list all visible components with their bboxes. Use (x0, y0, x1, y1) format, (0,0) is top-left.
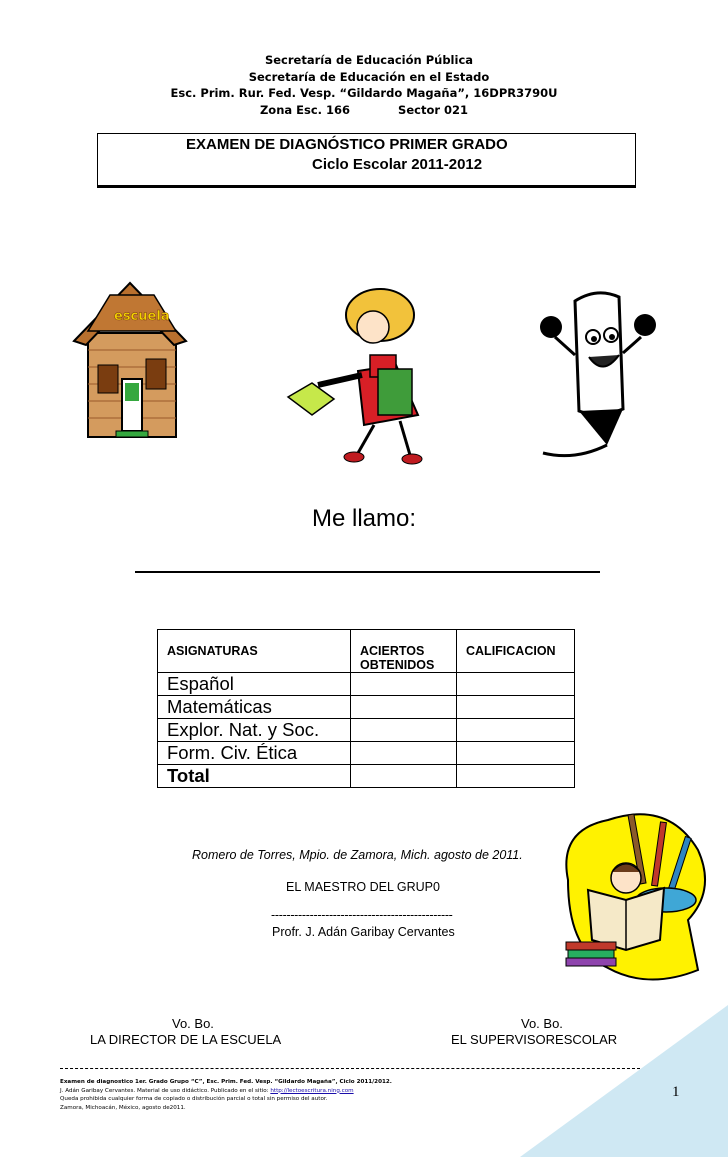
zona-text: Zona Esc. 166 (259, 102, 351, 117)
subject-total: Total (158, 765, 351, 788)
table-row (158, 696, 575, 719)
subject-matematicas: Matemáticas (158, 696, 351, 719)
calificacion-cell[interactable] (457, 719, 575, 742)
subject-formacion: Form. Civ. Ética (158, 742, 351, 765)
director-vobo: Vo. Bo. (172, 1016, 214, 1031)
aciertos-cell[interactable] (351, 719, 457, 742)
footer-line-1: Examen de diagnostico 1er. Grado Grupo “C”, Esc. Prim. Fed. Vesp. “Gildardo Magaña”, Ciclo 2011/2012. (60, 1079, 392, 1085)
girl-student-icon (278, 285, 453, 467)
exam-cycle: Ciclo Escolar 2011-2012 (312, 156, 483, 173)
header-line-1: Secretaría de Educación Pública (264, 53, 474, 67)
director-label: LA DIRECTOR DE LA ESCUELA (90, 1032, 282, 1047)
header-asignaturas: ASIGNATURAS (158, 630, 351, 673)
maestro-label: EL MAESTRO DEL GRUP0 (286, 880, 440, 894)
header-line-3: Esc. Prim. Rur. Fed. Vesp. “Gildardo Magaña”, 16DPR3790U (170, 86, 558, 100)
aciertos-cell[interactable] (351, 742, 457, 765)
sector-text: Sector 021 (398, 102, 469, 117)
table-row (158, 719, 575, 742)
calificacion-cell[interactable] (457, 696, 575, 719)
place-date: Romero de Torres, Mpio. de Zamora, Mich. agosto de 2011. (192, 848, 523, 862)
header-calificacion: CALIFICACION (457, 630, 575, 673)
table-row (158, 742, 575, 765)
footer (60, 1078, 392, 1112)
footer-divider (60, 1068, 640, 1069)
school-header (0, 52, 728, 118)
subject-espanol: Español (158, 673, 351, 696)
subject-exploracion: Explor. Nat. y Soc. (158, 719, 351, 742)
aciertos-cell[interactable] (351, 696, 457, 719)
supervisor-vobo: Vo. Bo. (521, 1016, 563, 1031)
school-house-icon (70, 275, 190, 445)
header-line-4 (0, 102, 728, 119)
table-header-row (158, 630, 575, 673)
page-number: 1 (672, 1084, 680, 1100)
name-input-line[interactable] (135, 571, 600, 573)
crayon-mascot-icon (535, 285, 660, 465)
footer-line-4: Zamora, Michoacán, México, agosto de2011. (60, 1104, 186, 1111)
exam-title: EXAMEN DE DIAGNÓSTICO PRIMER GRADO (186, 136, 508, 153)
footer-line-2: J. Adán Garibay Cervantes. Material de uso didáctico. Publicado en el sitio: http://lectoescritura.ning.com (60, 1087, 354, 1094)
calificacion-cell[interactable] (457, 673, 575, 696)
grades-table (157, 629, 575, 788)
header-line-2: Secretaría de Educación en el Estado (248, 69, 490, 84)
maestro-name: Profr. J. Adán Garibay Cervantes (272, 925, 455, 939)
header-aciertos: ACIERTOS OBTENIDOS (351, 630, 457, 673)
calificacion-cell[interactable] (457, 742, 575, 765)
table-row (158, 673, 575, 696)
supervisor-label: EL SUPERVISORESCOLAR (451, 1032, 618, 1047)
footer-line-3: Queda prohibida cualquier forma de copiado o distribución parcial o total sin permiso del autor. (60, 1096, 328, 1103)
reading-child-icon (548, 800, 720, 992)
school-sign: escuela (114, 309, 170, 324)
footer-link[interactable]: http://lectoescritura.ning.com (270, 1087, 354, 1094)
table-row (158, 765, 575, 788)
name-label: Me llamo: (312, 505, 417, 532)
calificacion-cell[interactable] (457, 765, 575, 788)
aciertos-cell[interactable] (351, 673, 457, 696)
signature-line: ----------------------------------------------- (271, 908, 453, 922)
aciertos-cell[interactable] (351, 765, 457, 788)
